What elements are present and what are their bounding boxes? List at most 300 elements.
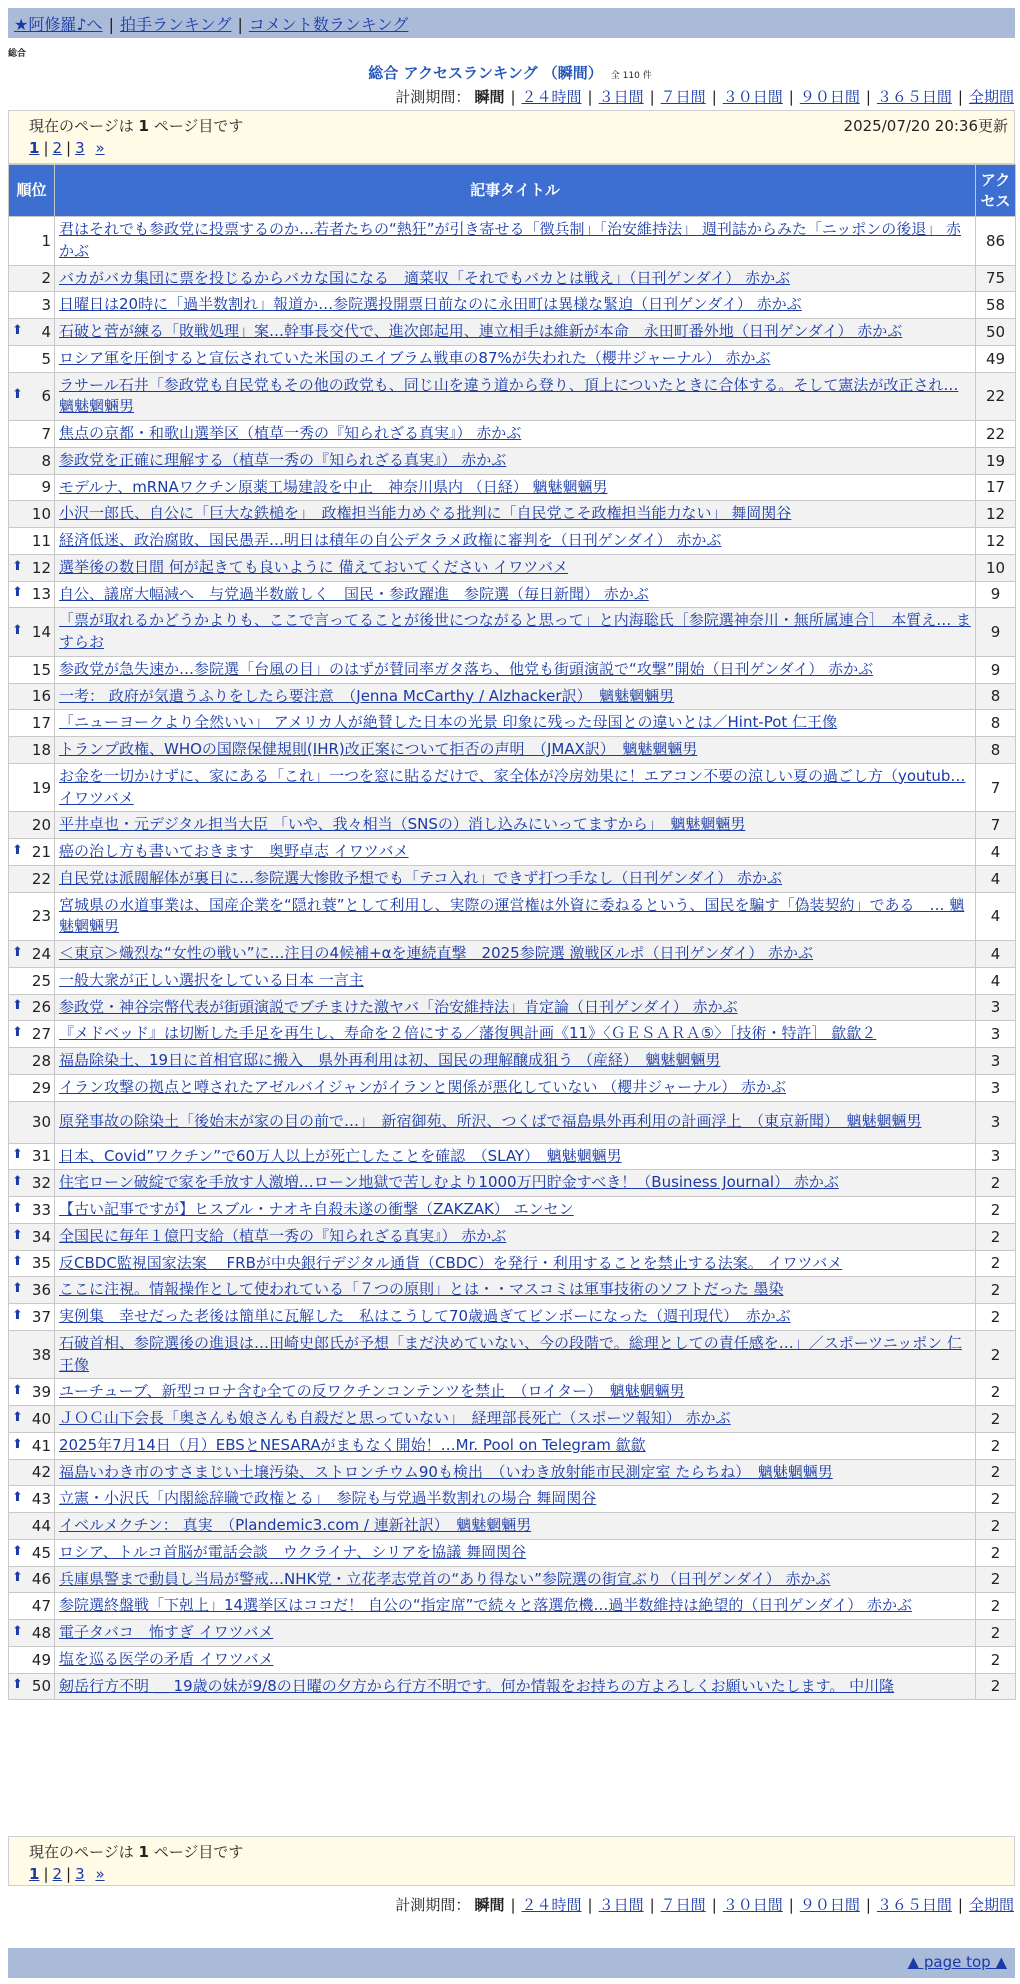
rank-cell bbox=[9, 265, 55, 292]
up-arrow-icon: ⬆ bbox=[12, 1543, 23, 1559]
article-link[interactable]: トランプ政権、WHOの国際保健規則(IHR)改正案について拒否の声明 （JMAX訳） 魑魅魍魎男 bbox=[59, 740, 698, 758]
rank-number: 15 bbox=[31, 660, 51, 679]
current-page-post: ページ目です bbox=[153, 117, 244, 135]
title-cell bbox=[55, 994, 976, 1021]
access-count: 2 bbox=[976, 1330, 1016, 1379]
rank-number: 21 bbox=[31, 842, 51, 861]
rank-cell bbox=[9, 1513, 55, 1540]
rank-cell bbox=[9, 1330, 55, 1379]
title-cell bbox=[55, 1197, 976, 1224]
table-row bbox=[9, 1593, 1016, 1620]
period-selector-top: 計測期間： 瞬間 | ２４時間 | ３日間 | ７日間 | ３０日間 | ９０日間 | ３６５日間 | 全期間 bbox=[395, 88, 1014, 106]
up-arrow-icon: ⬆ bbox=[12, 1677, 23, 1693]
page-link-1[interactable]: 1 bbox=[29, 1865, 40, 1883]
current-page-pre: 現在のページは bbox=[29, 1843, 134, 1861]
ranking-count: 全 110 件 bbox=[610, 71, 652, 81]
article-link[interactable]: 剱岳行方不明 ＿ 19歳の妹が9/8の日曜の夕方から行方不明です。何か情報をお持ちの方よろしくお願いいたします。 中川隆 bbox=[59, 1676, 895, 1695]
rank-number: 28 bbox=[31, 1051, 51, 1070]
article-link[interactable]: 宮城県の水道事業は、国産企業を“隠れ蓑”として利用し、実際の運営権は外資に委ねるという、国民を騙す「偽装契約」である … 魑魅魍魎男 bbox=[59, 895, 965, 936]
access-count: 8 bbox=[976, 737, 1016, 764]
rank-cell bbox=[9, 656, 55, 683]
article-link[interactable]: 福島除染土、19日に首相官邸に搬入 県外再利用は初、国民の理解醸成狙う （産経） 魑魅魍魎男 bbox=[59, 1051, 721, 1069]
title-cell bbox=[55, 1459, 976, 1486]
title-cell bbox=[55, 474, 976, 501]
rank-cell bbox=[9, 1432, 55, 1459]
rank-header: 順位 bbox=[9, 165, 55, 217]
rank-cell bbox=[9, 474, 55, 501]
article-link[interactable]: 兵庫県警まで動員し当局が警戒…NHK党・立花孝志党首の“あり得ない”参院選の街宣ぶり（日刊ゲンダイ） 赤かぶ bbox=[59, 1569, 831, 1588]
up-arrow-icon: ⬆ bbox=[12, 387, 23, 403]
rank-number: 12 bbox=[31, 558, 51, 577]
rank-cell bbox=[9, 1277, 55, 1304]
article-link[interactable]: ＜東京＞熾烈な“女性の戦い”に…注目の4候補+αを連続直撃 2025参院選 激戦区ルポ（日刊ゲンダイ） 赤かぶ bbox=[59, 944, 814, 962]
rank-cell bbox=[9, 1021, 55, 1048]
title-cell bbox=[55, 1277, 976, 1304]
rank-number: 22 bbox=[31, 869, 51, 888]
access-count: 2 bbox=[976, 1459, 1016, 1486]
access-count: 4 bbox=[976, 941, 1016, 968]
article-link[interactable]: 一考： 政府が気遣うふりをしたら要注意 （Jenna McCarthy / Alzhacker訳） 魑魅魍魎男 bbox=[59, 686, 675, 705]
rank-cell bbox=[9, 345, 55, 372]
article-link[interactable]: ユーチューブ、新型コロナ含む全ての反ワクチンコンテンツを禁止 （ロイター） 魑魅魍魎男 bbox=[59, 1382, 685, 1401]
ranking-table bbox=[8, 164, 1016, 1700]
rank-cell bbox=[9, 1486, 55, 1513]
pager: 1 | 2 | 3 » bbox=[29, 139, 105, 157]
period-link-3d[interactable]: ３日間 bbox=[598, 88, 644, 106]
rank-number: 40 bbox=[31, 1409, 51, 1428]
access-count: 2 bbox=[976, 1250, 1016, 1277]
table-row bbox=[9, 812, 1016, 839]
rank-cell bbox=[9, 1406, 55, 1433]
rank-number: 31 bbox=[31, 1147, 51, 1166]
rank-number: 32 bbox=[31, 1174, 51, 1193]
title-cell bbox=[55, 1143, 976, 1170]
table-row bbox=[9, 839, 1016, 866]
rank-cell bbox=[9, 941, 55, 968]
title-cell bbox=[55, 1673, 976, 1700]
rank-number: 38 bbox=[31, 1345, 51, 1364]
table-row bbox=[9, 1620, 1016, 1647]
rank-number: 41 bbox=[31, 1436, 51, 1455]
title-cell bbox=[55, 217, 976, 266]
title-cell bbox=[55, 1074, 976, 1101]
rank-cell bbox=[9, 554, 55, 581]
article-link[interactable]: 住宅ローン破綻で家を手放す人激増…ローン地獄で苦しむより1000万円貯金すべき！（Business Journal） 赤かぶ bbox=[59, 1173, 839, 1192]
rank-cell bbox=[9, 1379, 55, 1406]
access-count: 2 bbox=[976, 1646, 1016, 1673]
rank-number: 10 bbox=[31, 505, 51, 524]
home-link[interactable]: ★阿修羅♪へ bbox=[14, 15, 103, 34]
article-link[interactable]: 癌の治し方も書いておきます 奥野卓志 イワツバメ bbox=[59, 842, 409, 860]
article-link[interactable]: お金を一切かけずに、家にある「これ」一つを窓に貼るだけで、家全体が冷房効果に！エアコン不要の涼しい夏の過ごし方（youtub… イワツバメ bbox=[59, 766, 966, 807]
rank-number: 20 bbox=[31, 816, 51, 835]
up-arrow-icon: ⬆ bbox=[12, 1174, 23, 1190]
rank-number: 11 bbox=[31, 531, 51, 550]
title-cell bbox=[55, 1330, 976, 1379]
period-link-all[interactable]: 全期間 bbox=[968, 1896, 1014, 1914]
rank-cell bbox=[9, 1074, 55, 1101]
access-count: 2 bbox=[976, 1277, 1016, 1304]
rank-number: 26 bbox=[31, 998, 51, 1017]
table-row bbox=[9, 892, 1016, 941]
access-count: 22 bbox=[976, 421, 1016, 448]
title-cell bbox=[55, 1304, 976, 1331]
up-arrow-icon: ⬆ bbox=[12, 1570, 23, 1586]
table-row bbox=[9, 710, 1016, 737]
period-current: 瞬間 bbox=[474, 88, 505, 106]
article-link[interactable]: 2025年7月14日（月）EBSとNESARAがまもなく開始！…Mr. Pool on Telegram 歙歙 bbox=[59, 1435, 646, 1454]
access-count: 10 bbox=[976, 554, 1016, 581]
rank-cell bbox=[9, 683, 55, 710]
article-link[interactable]: 「ニューヨークより全然いい」 アメリカ人が絶賛した日本の光景 印象に残った母国との違いとは／Hint-Pot 仁王像 bbox=[59, 713, 838, 732]
rank-cell bbox=[9, 1048, 55, 1075]
article-link[interactable]: 自民党は派閥解体が裏目に…参院選大惨敗予想でも「テコ入れ」できず打つ手なし（日刊ゲンダイ） 赤かぶ bbox=[59, 868, 782, 887]
up-arrow-icon: ⬆ bbox=[12, 1307, 23, 1323]
rank-number: 36 bbox=[31, 1281, 51, 1300]
period-link-3d[interactable]: ３日間 bbox=[598, 1896, 644, 1914]
access-count: 2 bbox=[976, 1379, 1016, 1406]
up-arrow-icon: ⬆ bbox=[12, 842, 23, 858]
article-link[interactable]: 塩を巡る医学の矛盾 イワツバメ bbox=[59, 1649, 274, 1668]
page-link-1[interactable]: 1 bbox=[29, 139, 40, 157]
rank-cell bbox=[9, 865, 55, 892]
rank-number: 47 bbox=[31, 1597, 51, 1616]
access-count: 2 bbox=[976, 1486, 1016, 1513]
access-count: 2 bbox=[976, 1223, 1016, 1250]
access-count: 2 bbox=[976, 1513, 1016, 1540]
article-link[interactable]: 立憲・小沢氏「内閣総辞職で政権とる」 参院も与党過半数割れの場合 舞岡関谷 bbox=[59, 1489, 597, 1508]
rank-cell bbox=[9, 892, 55, 941]
access-count: 22 bbox=[976, 372, 1016, 421]
nav-separator: | bbox=[108, 15, 114, 34]
rank-number: 49 bbox=[31, 1650, 51, 1669]
access-count: 3 bbox=[976, 1074, 1016, 1101]
rank-cell bbox=[9, 763, 55, 812]
table-row bbox=[9, 1432, 1016, 1459]
up-arrow-icon: ⬆ bbox=[12, 1254, 23, 1270]
period-link-24h[interactable]: ２４時間 bbox=[521, 88, 582, 106]
title-cell bbox=[55, 1432, 976, 1459]
access-count: 50 bbox=[976, 319, 1016, 346]
period-link-7d[interactable]: ７日間 bbox=[660, 88, 706, 106]
access-count: 2 bbox=[976, 1406, 1016, 1433]
article-link[interactable]: 石破と菅が練る「敗戦処理」案…幹事長交代で、進次郎起用、連立相手は維新が本命 永田町番外地（日刊ゲンダイ） 赤かぶ bbox=[59, 322, 903, 340]
title-cell bbox=[55, 554, 976, 581]
rank-number: 34 bbox=[31, 1227, 51, 1246]
rank-cell bbox=[9, 447, 55, 474]
rank-number: 5 bbox=[41, 349, 51, 368]
up-arrow-icon: ⬆ bbox=[12, 1623, 23, 1639]
title-cell bbox=[55, 372, 976, 421]
rank-number: 4 bbox=[41, 322, 51, 341]
access-count: 4 bbox=[976, 967, 1016, 994]
table-row bbox=[9, 1223, 1016, 1250]
period-link-365d[interactable]: ３６５日間 bbox=[876, 1896, 952, 1914]
title-cell bbox=[55, 501, 976, 528]
title-cell bbox=[55, 1539, 976, 1566]
article-link[interactable]: 平井卓也・元デジタル担当大臣 「いや、我々相当（SNSの）消し込みにいってますから」 魑魅魍魎男 bbox=[59, 815, 746, 834]
page-link-2[interactable]: 2 bbox=[52, 139, 63, 157]
article-link[interactable]: バカがバカ集団に票を投じるからバカな国になる 適菜収「それでもバカとは戦え」（日刊ゲンダイ） 赤かぶ bbox=[59, 268, 791, 287]
up-arrow-icon: ⬆ bbox=[12, 998, 23, 1014]
title-cell bbox=[55, 683, 976, 710]
access-count: 2 bbox=[976, 1593, 1016, 1620]
rank-number: 13 bbox=[31, 585, 51, 604]
table-row bbox=[9, 1048, 1016, 1075]
article-link[interactable]: ここに注視。情報操作として使われている「７つの原則」とは・・マスコミは軍事技術のソフトだった 墨染 bbox=[59, 1280, 784, 1299]
up-arrow-icon: ⬆ bbox=[12, 1200, 23, 1216]
access-count: 2 bbox=[976, 1304, 1016, 1331]
rank-number: 48 bbox=[31, 1623, 51, 1642]
rank-number: 8 bbox=[41, 451, 51, 470]
title-cell bbox=[55, 1379, 976, 1406]
period-link-all[interactable]: 全期間 bbox=[968, 88, 1014, 106]
access-count: 49 bbox=[976, 345, 1016, 372]
rank-cell bbox=[9, 839, 55, 866]
rank-cell bbox=[9, 967, 55, 994]
article-link[interactable]: 福島いわき市のすさまじい土壌汚染、ストロンチウム90も検出 （いわき放射能市民測定室 たらちね） 魑魅魍魎男 bbox=[59, 1462, 833, 1481]
period-link-90d[interactable]: ９０日間 bbox=[799, 88, 860, 106]
title-cell bbox=[55, 710, 976, 737]
access-count: 2 bbox=[976, 1170, 1016, 1197]
period-link-30d[interactable]: ３０日間 bbox=[722, 1896, 783, 1914]
rank-cell bbox=[9, 421, 55, 448]
access-count: 2 bbox=[976, 1539, 1016, 1566]
top-nav bbox=[8, 8, 1015, 38]
access-count: 12 bbox=[976, 501, 1016, 528]
title-cell bbox=[55, 656, 976, 683]
title-cell bbox=[55, 1620, 976, 1647]
up-arrow-icon: ⬆ bbox=[12, 1025, 23, 1041]
article-link[interactable]: ロシア軍を圧倒すると宣伝されていた米国のエイブラム戦車の87%が失われた（櫻井ジャーナル） 赤かぶ bbox=[59, 348, 771, 367]
article-link[interactable]: 全国民に毎年１億円支給（植草一秀の『知られざる真実』） 赤かぶ bbox=[59, 1226, 507, 1245]
table-row bbox=[9, 581, 1016, 608]
bottom-bar bbox=[8, 1948, 1015, 1978]
table-header-row bbox=[9, 165, 1016, 217]
next-page-link[interactable]: » bbox=[95, 1865, 105, 1883]
article-link[interactable]: 【古い記事ですが】ヒスブル・ナオキ自殺未遂の衝撃（ZAKZAK） エンセン bbox=[59, 1200, 574, 1218]
table-row bbox=[9, 1330, 1016, 1379]
rank-cell bbox=[9, 1646, 55, 1673]
table-row bbox=[9, 372, 1016, 421]
page-info-top bbox=[8, 110, 1015, 164]
current-page-number: 1 bbox=[138, 117, 149, 135]
period-link-30d[interactable]: ３０日間 bbox=[722, 88, 783, 106]
access-count: 4 bbox=[976, 839, 1016, 866]
access-count: 2 bbox=[976, 1620, 1016, 1647]
rank-cell bbox=[9, 1304, 55, 1331]
title-cell bbox=[55, 1021, 976, 1048]
title-cell bbox=[55, 345, 976, 372]
rank-cell bbox=[9, 1593, 55, 1620]
title-cell bbox=[55, 839, 976, 866]
article-link[interactable]: 参政党を正確に理解する（植草一秀の『知られざる真実』） 赤かぶ bbox=[59, 450, 507, 469]
table-row bbox=[9, 1021, 1016, 1048]
ranking-title-text: 総合 アクセスランキング （瞬間） bbox=[368, 64, 603, 82]
rank-number: 45 bbox=[31, 1543, 51, 1562]
access-count: 3 bbox=[976, 1021, 1016, 1048]
table-row bbox=[9, 1170, 1016, 1197]
table-row bbox=[9, 1304, 1016, 1331]
rank-cell bbox=[9, 372, 55, 421]
rank-cell bbox=[9, 528, 55, 555]
article-link[interactable]: 経済低迷、政治腐敗、国民愚弄…明日は積年の自公デタラメ政権に審判を（日刊ゲンダイ） 赤かぶ bbox=[59, 531, 722, 549]
table-row bbox=[9, 265, 1016, 292]
rank-number: 50 bbox=[31, 1677, 51, 1696]
period-link-24h[interactable]: ２４時間 bbox=[521, 1896, 582, 1914]
article-link[interactable]: 焦点の京都・和歌山選挙区（植草一秀の『知られざる真実』） 赤かぶ bbox=[59, 424, 522, 442]
article-link[interactable]: 参政党が急失速か…参院選「台風の目」のはずが賛同率ガタ落ち、他党も街頭演説で“攻撃”開始（日刊ゲンダイ） 赤かぶ bbox=[59, 659, 874, 678]
applause-ranking-link[interactable]: 拍手ランキング bbox=[119, 15, 232, 34]
access-count: 2 bbox=[976, 1673, 1016, 1700]
article-link[interactable]: 参政党・神谷宗幣代表が街頭演説でブチまけた激ヤバ「治安維持法」肯定論（日刊ゲンダイ） 赤かぶ bbox=[59, 997, 738, 1016]
up-arrow-icon: ⬆ bbox=[12, 558, 23, 574]
title-cell bbox=[55, 865, 976, 892]
page-link-2[interactable]: 2 bbox=[52, 1865, 63, 1883]
ranking-title bbox=[0, 62, 1020, 83]
access-count: 7 bbox=[976, 812, 1016, 839]
up-arrow-icon: ⬆ bbox=[12, 1436, 23, 1452]
rank-cell bbox=[9, 1143, 55, 1170]
table-row bbox=[9, 737, 1016, 764]
article-link[interactable]: 電子タバコ 怖すぎ イワツバメ bbox=[59, 1623, 274, 1641]
up-arrow-icon: ⬆ bbox=[12, 623, 23, 638]
title-cell bbox=[55, 319, 976, 346]
access-count: 86 bbox=[976, 217, 1016, 266]
article-link[interactable]: 反CBDC監視国家法案 FRBが中央銀行デジタル通貨（CBDC）を発行・利用することを禁止する法案。 イワツバメ bbox=[59, 1253, 843, 1272]
rank-cell bbox=[9, 1223, 55, 1250]
access-count: 2 bbox=[976, 1197, 1016, 1224]
next-page-link[interactable]: » bbox=[95, 139, 105, 157]
title-cell bbox=[55, 812, 976, 839]
title-cell bbox=[55, 941, 976, 968]
current-page-post: ページ目です bbox=[153, 1843, 244, 1861]
article-link[interactable]: 日曜日は20時に「過半数割れ」報道か…参院選投開票日前なのに永田町は異様な緊迫（日刊ゲンダイ） 赤かぶ bbox=[59, 295, 802, 314]
current-page-pre: 現在のページは bbox=[29, 117, 134, 135]
rank-cell bbox=[9, 217, 55, 266]
page-top-link[interactable]: ▲ page top ▲ bbox=[907, 1953, 1007, 1971]
title-header: 記事タイトル bbox=[55, 165, 976, 217]
article-link[interactable]: 自公、議席大幅減へ 与党過半数厳しく 国民・参政躍進 参院選（毎日新聞） 赤かぶ bbox=[59, 584, 649, 603]
up-arrow-icon: ⬆ bbox=[12, 585, 23, 601]
title-cell bbox=[55, 1048, 976, 1075]
rank-number: 6 bbox=[41, 387, 51, 406]
article-link[interactable]: 君はそれでも参政党に投票するのか…若者たちの“熱狂”が引き寄せる「徴兵制」「治安維持法」 週刊誌からみた「ニッポンの後退」 赤かぶ bbox=[59, 220, 961, 260]
title-cell bbox=[55, 1593, 976, 1620]
rank-number: 18 bbox=[31, 740, 51, 759]
rank-number: 1 bbox=[41, 231, 51, 250]
article-link[interactable]: イラン攻撃の拠点と噂されたアゼルバイジャンがイランと関係が悪化していない （櫻井ジャーナル） 赤かぶ bbox=[59, 1077, 786, 1096]
table-row bbox=[9, 656, 1016, 683]
up-arrow-icon: ⬆ bbox=[12, 1227, 23, 1243]
page-link-3[interactable]: 3 bbox=[75, 1865, 85, 1883]
rank-number: 27 bbox=[31, 1025, 51, 1044]
table-row bbox=[9, 1379, 1016, 1406]
article-link[interactable]: 実例集 幸せだった老後は簡単に瓦解した 私はこうして70歳過ぎてビンボーになった（週刊現代） 赤かぶ bbox=[59, 1307, 791, 1325]
access-count: 9 bbox=[976, 581, 1016, 608]
period-link-90d[interactable]: ９０日間 bbox=[799, 1896, 860, 1914]
title-cell bbox=[55, 1513, 976, 1540]
rank-number: 2 bbox=[41, 269, 51, 288]
access-count: 9 bbox=[976, 656, 1016, 683]
article-link[interactable]: ＪＯＣ山下会長「奥さんも娘さんも自殺だと思っていない」 経理部長死亡（スポーツ報知） 赤かぶ bbox=[59, 1409, 731, 1427]
table-row bbox=[9, 1250, 1016, 1277]
rank-cell bbox=[9, 1459, 55, 1486]
period-link-7d[interactable]: ７日間 bbox=[660, 1896, 706, 1914]
rank-number: 9 bbox=[41, 478, 51, 497]
access-count: 9 bbox=[976, 608, 1016, 657]
article-link[interactable]: 原発事故の除染土「後始末が家の目の前で…」 新宿御苑、所沢、つくばで福島県外再利用の計画浮上 （東京新聞） 魑魅魍魎男 bbox=[59, 1112, 922, 1131]
rank-cell bbox=[9, 1170, 55, 1197]
current-page-text bbox=[29, 1841, 1008, 1862]
article-link[interactable]: ロシア、トルコ首脳が電話会談 ウクライナ、シリアを協議 舞岡関谷 bbox=[59, 1542, 527, 1561]
access-count: 4 bbox=[976, 892, 1016, 941]
article-link[interactable]: 日本、Covid”ワクチン”で60万人以上が死亡したことを確認 （SLAY） 魑魅魍魎男 bbox=[59, 1146, 622, 1165]
rank-cell bbox=[9, 994, 55, 1021]
rank-cell bbox=[9, 1250, 55, 1277]
article-link[interactable]: モデルナ、mRNAワクチン原薬工場建設を中止 神奈川県内 （日経） 魑魅魍魎男 bbox=[59, 477, 608, 496]
table-row bbox=[9, 292, 1016, 319]
article-link[interactable]: 参院選終盤戦「下剋上」14選挙区はココだ！ 自公の“指定席”で続々と落選危機…過半数維持は絶望的（日刊ゲンダイ） 赤かぶ bbox=[59, 1596, 912, 1615]
rank-number: 29 bbox=[31, 1078, 51, 1097]
period-link-365d[interactable]: ３６５日間 bbox=[876, 88, 952, 106]
rank-cell bbox=[9, 1620, 55, 1647]
title-cell bbox=[55, 1486, 976, 1513]
rank-cell bbox=[9, 1101, 55, 1143]
rank-number: 19 bbox=[31, 778, 51, 797]
up-arrow-icon: ⬆ bbox=[12, 322, 23, 338]
article-link[interactable]: イベルメクチン： 真実 （Plandemic3.com / 連新社訳） 魑魅魍魎男 bbox=[59, 1516, 532, 1534]
table-row bbox=[9, 1406, 1016, 1433]
title-cell bbox=[55, 608, 976, 657]
table-row bbox=[9, 941, 1016, 968]
title-cell bbox=[55, 1250, 976, 1277]
title-cell bbox=[55, 292, 976, 319]
up-arrow-icon: ⬆ bbox=[12, 1490, 23, 1506]
access-count: 7 bbox=[976, 763, 1016, 812]
period-selector-bottom: 計測期間： 瞬間 | ２４時間 | ３日間 | ７日間 | ３０日間 | ９０日間 | ３６５日間 | 全期間 bbox=[395, 1896, 1014, 1914]
rank-cell bbox=[9, 812, 55, 839]
article-link[interactable]: ラサール石井「参政党も自民党もその他の政党も、同じ山を違う道から登り、頂上についたときに合体する。そして憲法が改正され… 魑魅魍魎男 bbox=[59, 375, 959, 416]
article-link[interactable]: 小沢一郎氏、自公に「巨大な鉄槌を」 政権担当能力めぐる批判に「自民党こそ政権担当能力ない」 舞岡関谷 bbox=[59, 504, 792, 523]
table-row bbox=[9, 421, 1016, 448]
comment-ranking-link[interactable]: コメント数ランキング bbox=[248, 15, 409, 34]
article-link[interactable]: 『メドベッド』は切断した手足を再生し、寿命を２倍にする／藩復興計画《11》〈ＧＥＳＡＲＡ⑤〉［技術・特許］ 歙歙２ bbox=[59, 1024, 877, 1043]
title-cell bbox=[55, 528, 976, 555]
access-count: 2 bbox=[976, 1432, 1016, 1459]
rank-number: 30 bbox=[31, 1113, 51, 1131]
article-link[interactable]: 選挙後の数日間 何が起きても良いように 備えておいてください イワツバメ bbox=[59, 557, 569, 576]
article-link[interactable]: 石破首相、参院選後の進退は…田崎史郎氏が予想「まだ決めていない、今の段階で。総理としての責任感を…」／スポーツニッポン 仁王像 bbox=[59, 1333, 962, 1374]
table-row bbox=[9, 1513, 1016, 1540]
title-cell bbox=[55, 581, 976, 608]
access-count: 3 bbox=[976, 1143, 1016, 1170]
rank-number: 44 bbox=[31, 1516, 51, 1535]
current-page-number: 1 bbox=[138, 1843, 149, 1861]
access-count: 12 bbox=[976, 528, 1016, 555]
table-row bbox=[9, 1486, 1016, 1513]
table-row bbox=[9, 528, 1016, 555]
rank-cell bbox=[9, 292, 55, 319]
period-label: 計測期間： bbox=[395, 1896, 471, 1914]
access-count: 8 bbox=[976, 710, 1016, 737]
article-link[interactable]: 「票が取れるかどうかよりも、ここで言ってることが後世につながると思って」と内海聡氏［参院選神奈川・無所属連合］ 本質え… ますらお bbox=[59, 611, 971, 651]
page-link-3[interactable]: 3 bbox=[75, 139, 85, 157]
title-cell bbox=[55, 763, 976, 812]
article-link[interactable]: 一般大衆が正しい選択をしている日本 一言主 bbox=[59, 970, 364, 989]
rank-cell bbox=[9, 501, 55, 528]
access-count: 58 bbox=[976, 292, 1016, 319]
